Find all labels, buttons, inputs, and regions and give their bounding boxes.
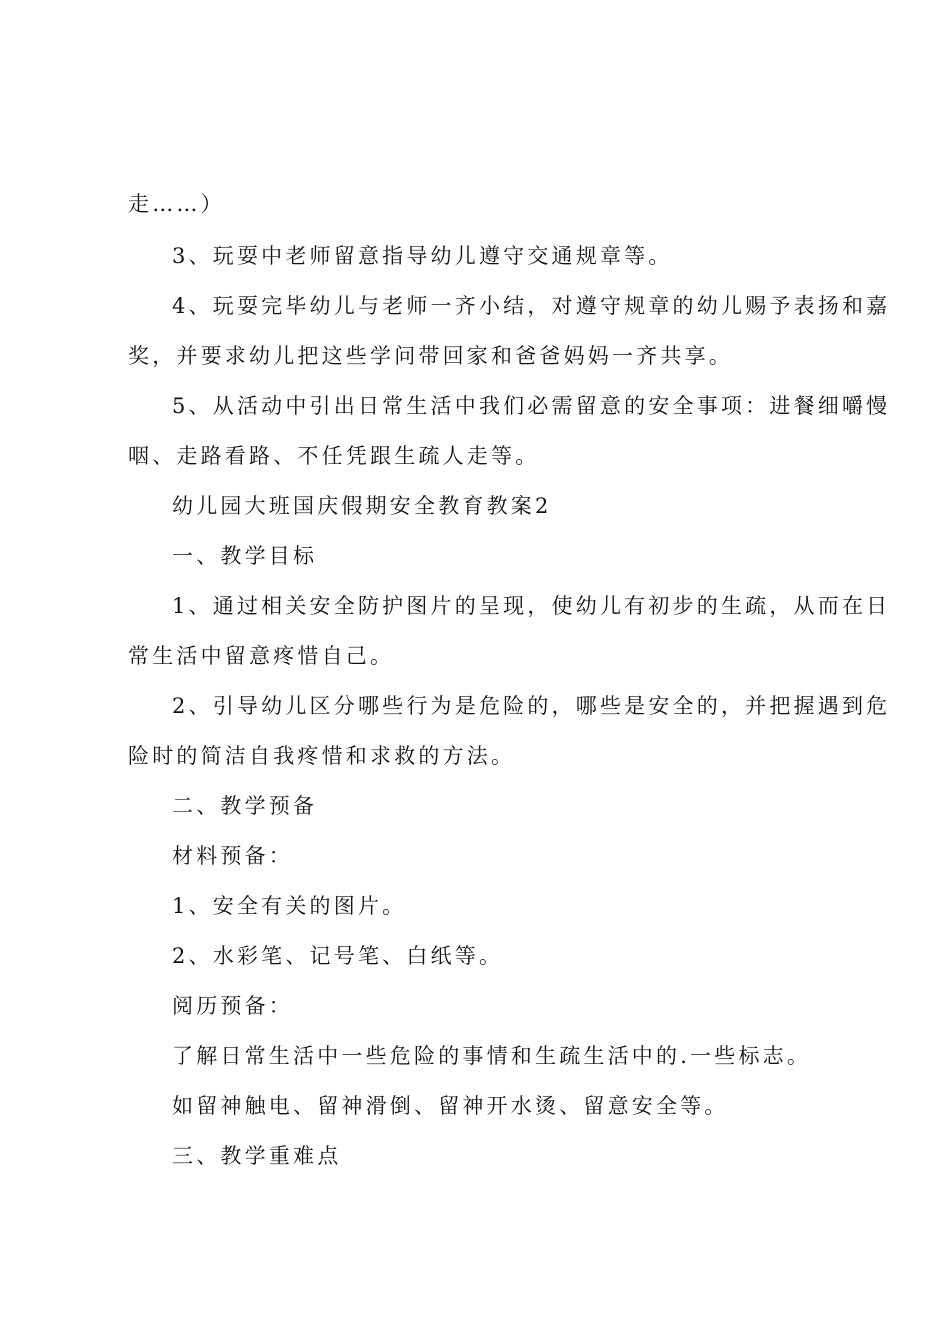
goal-item-2-continued: 险时的简洁自我疼惜和求救的方法。 xyxy=(128,744,516,768)
heading-teaching-preparation: 二、教学预备 xyxy=(172,794,318,818)
goal-item-1-continued: 常生活中留意疼惜自己。 xyxy=(128,644,395,668)
list-item-5: 5、从活动中引出日常生活中我们必需留意的安全事项：进餐细嚼慢 xyxy=(172,394,891,418)
material-preparation-label: 材料预备： xyxy=(172,844,293,868)
paragraph-continuation: 走……） xyxy=(128,192,225,216)
heading-key-difficulties: 三、教学重难点 xyxy=(172,1144,342,1168)
heading-teaching-goals: 一、教学目标 xyxy=(172,544,318,568)
experience-text-2: 如留神触电、留神滑倒、留神开水烫、留意安全等。 xyxy=(172,1094,729,1118)
material-item-1: 1、安全有关的图片。 xyxy=(172,894,407,918)
goal-item-2: 2、引导幼儿区分哪些行为是危险的，哪些是安全的，并把握遇到危 xyxy=(172,694,891,718)
section-title: 幼儿园大班国庆假期安全教育教案2 xyxy=(172,494,552,518)
goal-item-1: 1、通过相关安全防护图片的呈现，使幼儿有初步的生疏，从而在日 xyxy=(172,594,891,618)
list-item-5-continued: 咽、走路看路、不任凭跟生疏人走等。 xyxy=(128,444,540,468)
list-item-4-continued: 奖，并要求幼儿把这些学问带回家和爸爸妈妈一齐共享。 xyxy=(128,344,733,368)
list-item-3: 3、玩耍中老师留意指导幼儿遵守交通规章等。 xyxy=(172,244,673,268)
list-item-4: 4、玩耍完毕幼儿与老师一齐小结，对遵守规章的幼儿赐予表扬和嘉 xyxy=(172,294,891,318)
material-item-2: 2、水彩笔、记号笔、白纸等。 xyxy=(172,944,504,968)
experience-preparation-label: 阅历预备： xyxy=(172,994,293,1018)
experience-text-1: 了解日常生活中一些危险的事情和生疏生活中的.一些标志。 xyxy=(172,1044,812,1068)
